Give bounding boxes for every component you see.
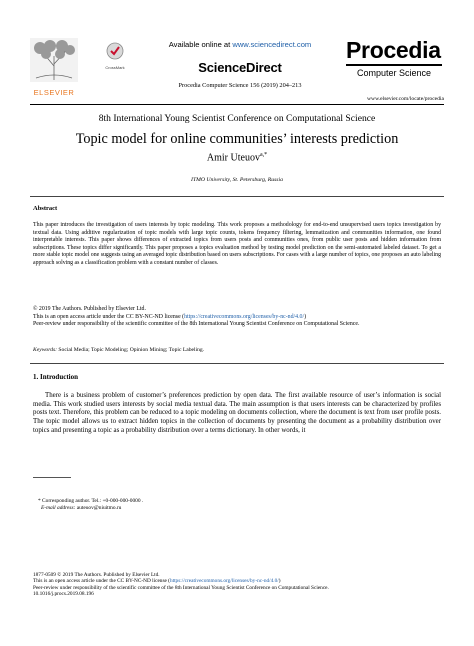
abstract-bottom-rule bbox=[30, 363, 444, 364]
email-address[interactable]: auteuov@niuitmo.ru bbox=[75, 505, 122, 512]
crossmark-badge[interactable] bbox=[102, 42, 128, 70]
sciencedirect-link[interactable]: www.sciencedirect.com bbox=[232, 40, 312, 49]
author-line bbox=[30, 152, 444, 163]
availability-line bbox=[136, 40, 344, 49]
crossmark-label: CrossMark bbox=[105, 65, 125, 70]
procedia-logo bbox=[346, 38, 442, 88]
footnote-rule bbox=[33, 477, 71, 478]
procedia-subtitle: Computer Science bbox=[356, 67, 432, 78]
sciencedirect-wordmark: ScienceDirect bbox=[198, 60, 282, 75]
issn-line: 1877-0509 © 2019 The Authors. Published by Elsevier Ltd. bbox=[33, 572, 160, 578]
keywords-values: Social Media; Topic Modeling; Opinion Mining; Topic Labeling. bbox=[57, 347, 205, 353]
affiliation: ITMO University, St. Petersburg, Russia bbox=[191, 177, 283, 183]
elsevier-logo bbox=[30, 38, 78, 97]
keywords-label: Keywords: bbox=[33, 347, 58, 353]
journal-citation: Procedia Computer Science 156 (2019) 204–213 bbox=[178, 82, 302, 89]
journal-url[interactable]: www.elsevier.com/locate/procedia bbox=[367, 96, 444, 102]
abstract-meta bbox=[33, 306, 441, 329]
license-suffix: ) bbox=[304, 313, 307, 320]
license-link[interactable]: https://creativecommons.org/licenses/by-nc-nd/4.0/ bbox=[184, 313, 305, 320]
header-rule bbox=[30, 104, 444, 105]
license-prefix: This is an open access article under the CC BY-NC-ND license ( bbox=[33, 313, 185, 320]
procedia-title: Procedia bbox=[346, 37, 441, 63]
doi-line[interactable]: 10.1016/j.procs.2019.08.196 bbox=[33, 591, 94, 598]
footer-block bbox=[33, 572, 443, 598]
footer-peer-review: Peer-review under responsibility of the scientific committee of the 8th International Young Scientist Conference on Computational Science. bbox=[33, 584, 329, 591]
email-label: E-mail address: bbox=[41, 505, 76, 512]
crossmark-icon bbox=[106, 42, 124, 60]
author-mark: a,* bbox=[259, 152, 268, 158]
footnote-block bbox=[38, 498, 418, 513]
elsevier-tree-icon bbox=[30, 38, 78, 82]
availability-prefix: Available online at bbox=[168, 40, 233, 49]
footer-license-suffix: ) bbox=[278, 578, 281, 585]
copyright-line: © 2019 The Authors. Published by Elsevier Ltd. bbox=[33, 306, 146, 312]
intro-text: There is a business problem of customer’s preferences prediction by open data. The first available resource of user’s information is social media. This work studied users interests by social media textual data. The main assumption is that users interests can be characterized by profiles posts text. Therefore, this problem can be reduced to a topic modeling on documents collection, where the document is text from user profile posts. The topic model allows us to extract hidden topics in the collection of documents by presenting the document as a probability distribution over topics and presenting a topic as a probability distribution over a terms dictionary. In other words, it bbox=[33, 392, 441, 434]
procedia-divider bbox=[346, 64, 442, 66]
conference-name: 8th International Young Scientist Conference on Computational Science bbox=[98, 113, 376, 124]
author-name: Amir Uteuov bbox=[206, 152, 260, 164]
footer-license-prefix: This is an open access article under the CC BY-NC-ND license ( bbox=[33, 578, 170, 585]
keywords-line bbox=[33, 347, 441, 353]
elsevier-wordmark: ELSEVIER bbox=[33, 88, 75, 97]
abstract-heading: Abstract bbox=[33, 205, 58, 212]
footer-license-link[interactable]: https://creativecommons.org/licenses/by-nc-nd/4.0/ bbox=[169, 578, 279, 585]
abstract-text: This paper introduces the investigation of users interests by topic modeling. This work proposes a methodology for end-to-end unsupervised users topics investigation by textual data. Using additive regularization of topic models with large topic counts, tokens frequency filtering, lemmatization and communities information, one found interpretable interests. This paper shows differences of extracted topics from users posts and communities ones, from public user posts and hidden information from subscriptions. These topics differ significantly. This paper proposes a topics evaluation method by testing model prediction on the semi-automated labeled dataset. To get a more stable topic model one suggests using an averaged topic distribution based on users subscriptions. For cases with a large number of topics, one proposes an auto labeling approach solving as a classification problem with a constant number of classes. bbox=[33, 222, 441, 266]
email-line bbox=[38, 505, 418, 512]
peer-review-line: Peer-review under responsibility of the scientific committee of the 8th International Young Scientist Conference on Computational Science. bbox=[33, 321, 360, 328]
abstract-top-rule bbox=[30, 196, 444, 197]
corresponding-author: * Corresponding author. Tel.: +0-000-000-0000 . bbox=[38, 498, 144, 504]
paper-title: Topic model for online communities’ interests prediction bbox=[75, 131, 399, 147]
intro-heading: 1. Introduction bbox=[33, 373, 78, 381]
